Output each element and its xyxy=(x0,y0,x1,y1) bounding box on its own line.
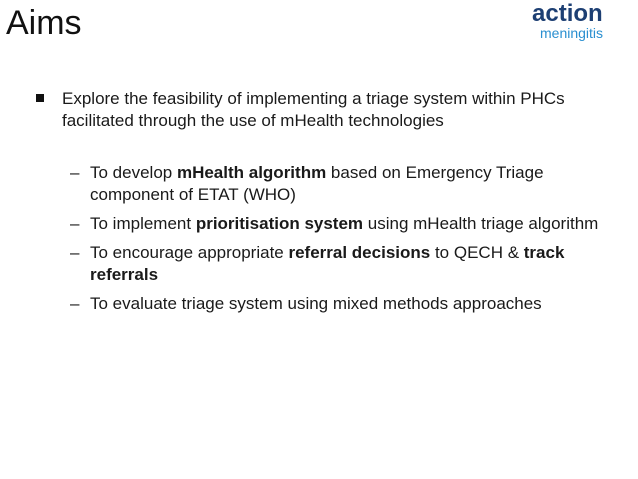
main-bullet xyxy=(36,88,616,132)
sub-bullet-item xyxy=(70,293,616,315)
sub-bullet-item xyxy=(70,242,616,286)
sub-item-text: To implement xyxy=(90,214,196,233)
sub-bullet-list xyxy=(36,162,616,315)
dash-bullet-icon: – xyxy=(70,294,80,313)
slide-title: Aims xyxy=(6,4,82,42)
sub-item-bold: track referrals xyxy=(90,243,565,284)
dash-bullet-icon: – xyxy=(70,163,80,182)
dash-bullet-icon: – xyxy=(70,214,80,233)
sub-item-bold: mHealth algorithm xyxy=(176,163,327,182)
sub-item-text: based on Emergency Triage component of ETAT (WHO) xyxy=(90,163,544,204)
sub-bullet-item xyxy=(70,162,616,206)
logo-wordmark-top: action xyxy=(532,0,603,27)
sub-item-text: using mHealth triage algorithm xyxy=(363,214,599,233)
sub-item-text: To develop xyxy=(90,163,177,182)
sub-item-text: To encourage appropriate xyxy=(90,243,289,262)
sub-item-text: To evaluate triage system using mixed methods approaches xyxy=(90,294,542,313)
sub-item-bold: referral decisions xyxy=(288,243,431,262)
sub-item-text: to QECH & xyxy=(430,243,524,262)
sub-bullet-item xyxy=(70,213,616,235)
dash-bullet-icon: – xyxy=(70,243,80,262)
main-bullet-text: Explore the feasibility of implementing a triage system within PHCs facilitated through the use of mHealth technologies xyxy=(62,89,565,130)
slide-body xyxy=(36,88,616,322)
logo-wordmark-bottom: meningitis xyxy=(540,25,604,41)
square-bullet-icon xyxy=(36,94,44,102)
action-meningitis-logo xyxy=(532,2,628,40)
sub-item-bold: prioritisation system xyxy=(195,214,364,233)
